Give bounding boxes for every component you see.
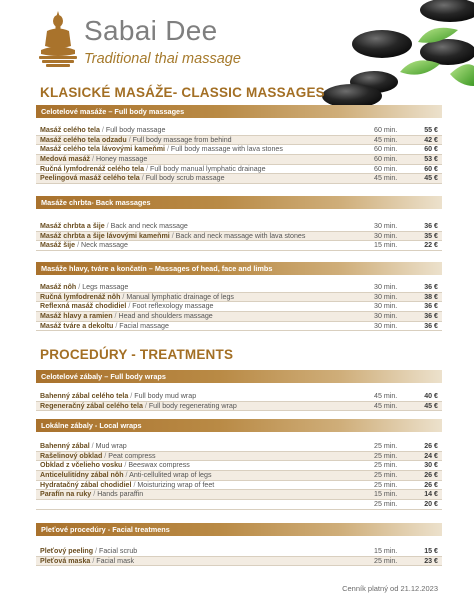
treatment-name-sk: Masáž chrbta a šije lávovými kameňmi (40, 231, 170, 240)
price: 23 € (424, 556, 438, 565)
duration: 60 min. (374, 145, 398, 154)
duration: 30 min. (374, 302, 398, 311)
duration: 15 min. (374, 241, 398, 250)
name-separator: / (169, 231, 176, 240)
name-separator: / (139, 174, 146, 183)
price-row (36, 136, 442, 146)
treatment-name-sk: Masáž celého tela odzadu (40, 135, 127, 144)
treatment-name-en: Honey massage (96, 155, 148, 164)
treatment-name-en: Peat compress (108, 451, 156, 460)
treatment-name (40, 241, 128, 251)
treatment-name-en: Back and neck massage with lava stones (175, 231, 306, 240)
price-row (36, 471, 442, 481)
treatment-name-sk: Pleťový peeling (40, 547, 94, 555)
name-separator: / (102, 451, 109, 460)
name-separator: / (76, 283, 83, 291)
price-row (36, 490, 442, 500)
group-header: Lokálne zábaly - Local wraps (36, 419, 442, 432)
name-separator: / (91, 490, 98, 499)
group-header: Celotelové masáže – Full body massages (36, 105, 442, 118)
duration: 60 min. (374, 126, 398, 134)
duration: 30 min. (374, 312, 398, 321)
price: 26 € (424, 480, 438, 489)
treatment-name (40, 392, 196, 402)
duration: 25 min. (374, 480, 398, 489)
duration: 45 min. (374, 392, 398, 400)
price-row (36, 222, 442, 232)
treatment-name-en: Back and neck massage (110, 222, 188, 230)
treatment-name-sk: Masáž chrbta a šije (40, 222, 105, 230)
price-row (36, 547, 442, 557)
duration: 25 min. (374, 442, 398, 450)
price-row (36, 302, 442, 312)
price-list-validity: Cenník platný od 21.12.2023 (342, 584, 438, 593)
section-title-massages: KLASICKÉ MASÁŽE- CLASSIC MASSAGES (40, 85, 325, 100)
treatment-name (40, 461, 190, 471)
treatment-name (40, 547, 137, 557)
duration: 30 min. (374, 283, 398, 291)
name-separator: / (165, 145, 171, 154)
price-row (36, 241, 442, 251)
price: 36 € (424, 283, 438, 291)
treatment-name (40, 557, 134, 567)
name-separator: / (104, 222, 111, 230)
spa-stones-image (300, 0, 474, 108)
price: 20 € (424, 500, 438, 509)
price: 36 € (424, 321, 438, 330)
buddha-logo-icon (38, 10, 78, 68)
price: 60 € (424, 164, 438, 173)
treatment-name (40, 490, 143, 500)
group-header: Celotelové zábaly – Full body wraps (36, 370, 442, 383)
treatment-name-sk: Masáž celého tela (40, 126, 100, 134)
price: 14 € (424, 490, 438, 499)
section-title-treatments: PROCEDÚRY - TREATMENTS (40, 347, 234, 362)
treatment-name (40, 293, 234, 303)
price: 36 € (424, 222, 438, 230)
treatment-name-en: Legs massage (82, 283, 129, 291)
treatment-name-en: Facial mask (96, 556, 135, 565)
duration: 30 min. (374, 321, 398, 330)
price: 26 € (424, 471, 438, 480)
treatment-name (40, 442, 127, 452)
treatment-name-sk: Bahenný zábal celého tela (40, 392, 129, 400)
price: 53 € (424, 155, 438, 164)
name-separator: / (123, 471, 130, 480)
treatment-name (40, 302, 214, 312)
duration: 25 min. (374, 461, 398, 470)
treatment-name (40, 174, 225, 184)
price: 36 € (424, 302, 438, 311)
price-row (36, 461, 442, 471)
price-row (36, 402, 442, 412)
price-row (36, 392, 442, 402)
treatment-name-en: Mud wrap (95, 442, 127, 450)
price: 45 € (424, 174, 438, 183)
name-separator: / (128, 392, 135, 400)
treatment-name-en: Anti-cellulited wrap of legs (129, 471, 212, 480)
duration: 30 min. (374, 222, 398, 230)
name-separator: / (90, 155, 96, 164)
treatment-name-en: Full body scrub massage (145, 174, 225, 183)
treatment-name-sk: Obklad z včelieho vosku (40, 461, 123, 470)
group-rows (36, 442, 442, 510)
name-separator: / (144, 164, 150, 173)
treatment-name-sk: Masáž tváre a dekoltu (40, 321, 114, 330)
treatment-name-en: Foot reflexology massage (132, 302, 214, 311)
price-row (36, 312, 442, 322)
treatment-name-en: Hands paraffin (97, 490, 144, 499)
price-row (36, 145, 442, 155)
group-header: Pleťové procedúry - Facial treatmens (36, 523, 442, 536)
price: 60 € (424, 145, 438, 154)
treatment-name-sk: Ručná lymfodrenáž celého tela (40, 164, 145, 173)
price-row (36, 293, 442, 303)
duration: 45 min. (374, 174, 398, 183)
price: 40 € (424, 392, 438, 400)
duration: 25 min. (374, 471, 398, 480)
price-row (36, 442, 442, 452)
price: 45 € (424, 401, 438, 410)
name-separator: / (99, 126, 106, 134)
treatment-name-sk: Masáž nôh (40, 283, 77, 291)
price-row (36, 174, 442, 184)
treatment-name-en: Full body manual lymphatic drainage (150, 164, 266, 173)
group-header: Masáže chrbta- Back massages (36, 196, 442, 209)
price-row (36, 155, 442, 165)
brand-tagline: Traditional thai massage (84, 51, 241, 67)
treatment-name-sk: Rašelinový obklad (40, 451, 103, 460)
name-separator: / (126, 302, 133, 311)
brand-name: Sabai Dee (84, 15, 218, 46)
treatment-name-sk: Masáž hlavy a ramien (40, 312, 113, 321)
group-rows (36, 126, 442, 184)
duration: 60 min. (374, 155, 398, 164)
duration: 30 min. (374, 231, 398, 240)
treatment-name-sk: Bahenný zábal (40, 442, 90, 450)
price-row (36, 232, 442, 242)
treatment-name-en: Full body mud wrap (134, 392, 197, 400)
group-rows (36, 392, 442, 411)
name-separator: / (113, 321, 120, 330)
price-row (36, 165, 442, 175)
treatment-name-sk: Pleťová maska (40, 556, 91, 565)
price-row (36, 452, 442, 462)
treatment-name (40, 402, 237, 412)
price-row (36, 481, 442, 491)
header (0, 0, 474, 80)
price-row (36, 322, 442, 332)
duration: 30 min. (374, 292, 398, 301)
name-separator: / (112, 312, 119, 321)
name-separator: / (93, 547, 99, 555)
group-rows (36, 547, 442, 566)
treatment-name-en: Facial massage (119, 321, 169, 330)
name-separator: / (90, 556, 97, 565)
price: 24 € (424, 451, 438, 460)
treatment-name-sk: Hydratačný zábal chodidiel (40, 480, 132, 489)
treatment-name-en: Full body massage (105, 126, 166, 134)
price: 15 € (424, 547, 438, 555)
treatment-name-en: Full body regenerating wrap (148, 401, 237, 410)
duration: 25 min. (374, 556, 398, 565)
price-row (36, 557, 442, 567)
treatment-name-sk: Regeneračný zábal celého tela (40, 401, 143, 410)
treatment-name-sk: Masáž celého tela lávovými kameňmi (40, 145, 165, 154)
treatment-name (40, 322, 169, 332)
treatment-name-en: Neck massage (81, 241, 128, 250)
price: 38 € (424, 292, 438, 301)
duration: 45 min. (374, 135, 398, 144)
duration: 15 min. (374, 490, 398, 499)
duration: 25 min. (374, 500, 398, 509)
treatment-name-en: Beeswax compress (128, 461, 190, 470)
treatment-name-en: Manual lymphatic drainage of legs (126, 292, 234, 301)
name-separator: / (120, 292, 127, 301)
price: 35 € (424, 231, 438, 240)
treatment-name-en: Moisturizing wrap of feet (137, 480, 215, 489)
treatment-name (40, 283, 128, 293)
treatment-name (40, 165, 266, 175)
treatment-name (40, 145, 283, 155)
price-row (36, 500, 442, 510)
group-rows (36, 283, 442, 331)
treatment-name-sk: Anticelulitídny zábal nôh (40, 471, 124, 480)
treatment-name-sk: Parafín na ruky (40, 490, 92, 499)
treatment-name-en: Facial scrub (99, 547, 138, 555)
treatment-name (40, 136, 232, 146)
price: 22 € (424, 241, 438, 250)
price: 36 € (424, 312, 438, 321)
treatment-name (40, 471, 212, 481)
treatment-name-sk: Reflexná masáž chodidiel (40, 302, 127, 311)
treatment-name-sk: Masáž šije (40, 241, 76, 250)
price: 55 € (424, 126, 438, 134)
price-row (36, 126, 442, 136)
group-header: Masáže hlavy, tváre a končatín – Massages of head, face and limbs (36, 262, 442, 275)
duration: 45 min. (374, 401, 398, 410)
treatment-name-sk: Peelingová masáž celého tela (40, 174, 140, 183)
duration: 15 min. (374, 547, 398, 555)
duration: 60 min. (374, 164, 398, 173)
treatment-name-en: Full body massage from behind (132, 135, 232, 144)
treatment-name (40, 232, 305, 242)
duration: 25 min. (374, 451, 398, 460)
treatment-name (40, 126, 165, 136)
group-rows (36, 222, 442, 251)
name-separator: / (142, 401, 149, 410)
treatment-name-sk: Medová masáž (40, 155, 91, 164)
price: 26 € (424, 442, 438, 450)
name-separator: / (126, 135, 133, 144)
price-row (36, 283, 442, 293)
treatment-name (40, 222, 188, 232)
treatment-name-en: Full body massage with lava stones (170, 145, 283, 154)
treatment-name (40, 452, 156, 462)
name-separator: / (122, 461, 129, 470)
treatment-name-en: Head and shoulders massage (118, 312, 213, 321)
name-separator: / (131, 480, 138, 489)
treatment-name-sk: Ručná lymfodrenáž nôh (40, 292, 121, 301)
price: 30 € (424, 461, 438, 470)
treatment-name (40, 481, 214, 491)
price: 42 € (424, 135, 438, 144)
name-separator: / (89, 442, 96, 450)
treatment-name (40, 155, 147, 165)
name-separator: / (75, 241, 82, 250)
treatment-name (40, 312, 213, 322)
